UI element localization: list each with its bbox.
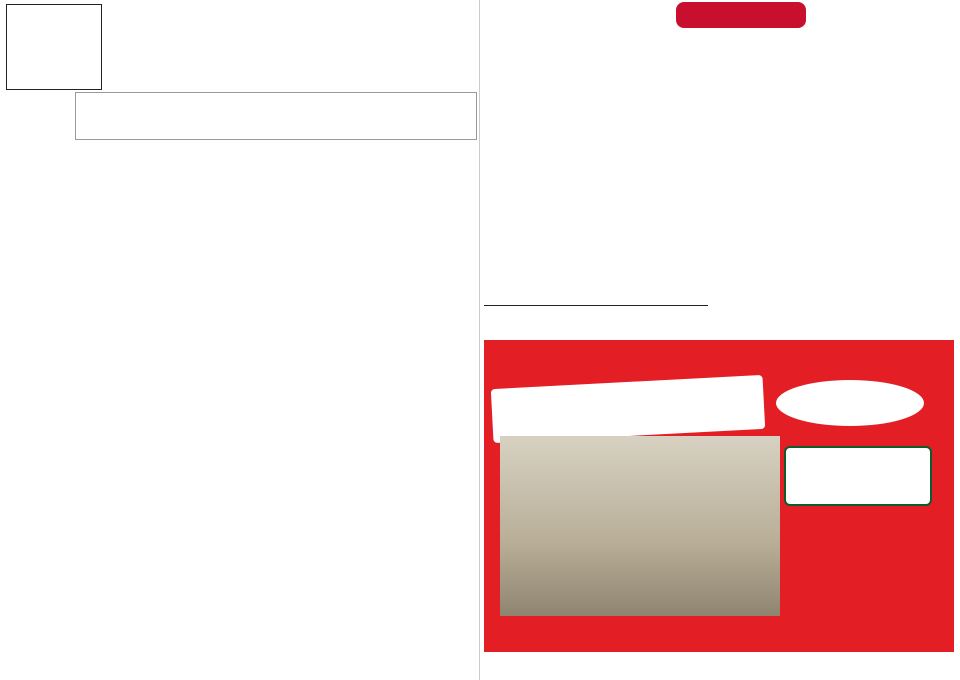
ad-banner: [491, 375, 765, 443]
arevalla-logo: [676, 2, 806, 28]
turordning-rule: [484, 305, 708, 306]
camping-ad[interactable]: [484, 340, 954, 652]
ad-footer: [494, 604, 944, 644]
race-header-box: [6, 4, 102, 90]
ad-contact-sign: [784, 446, 932, 506]
right-page: [480, 0, 960, 680]
ad-logo: [776, 380, 924, 426]
odds-grid: [75, 92, 477, 140]
ad-photo-harness-race: [500, 436, 780, 616]
